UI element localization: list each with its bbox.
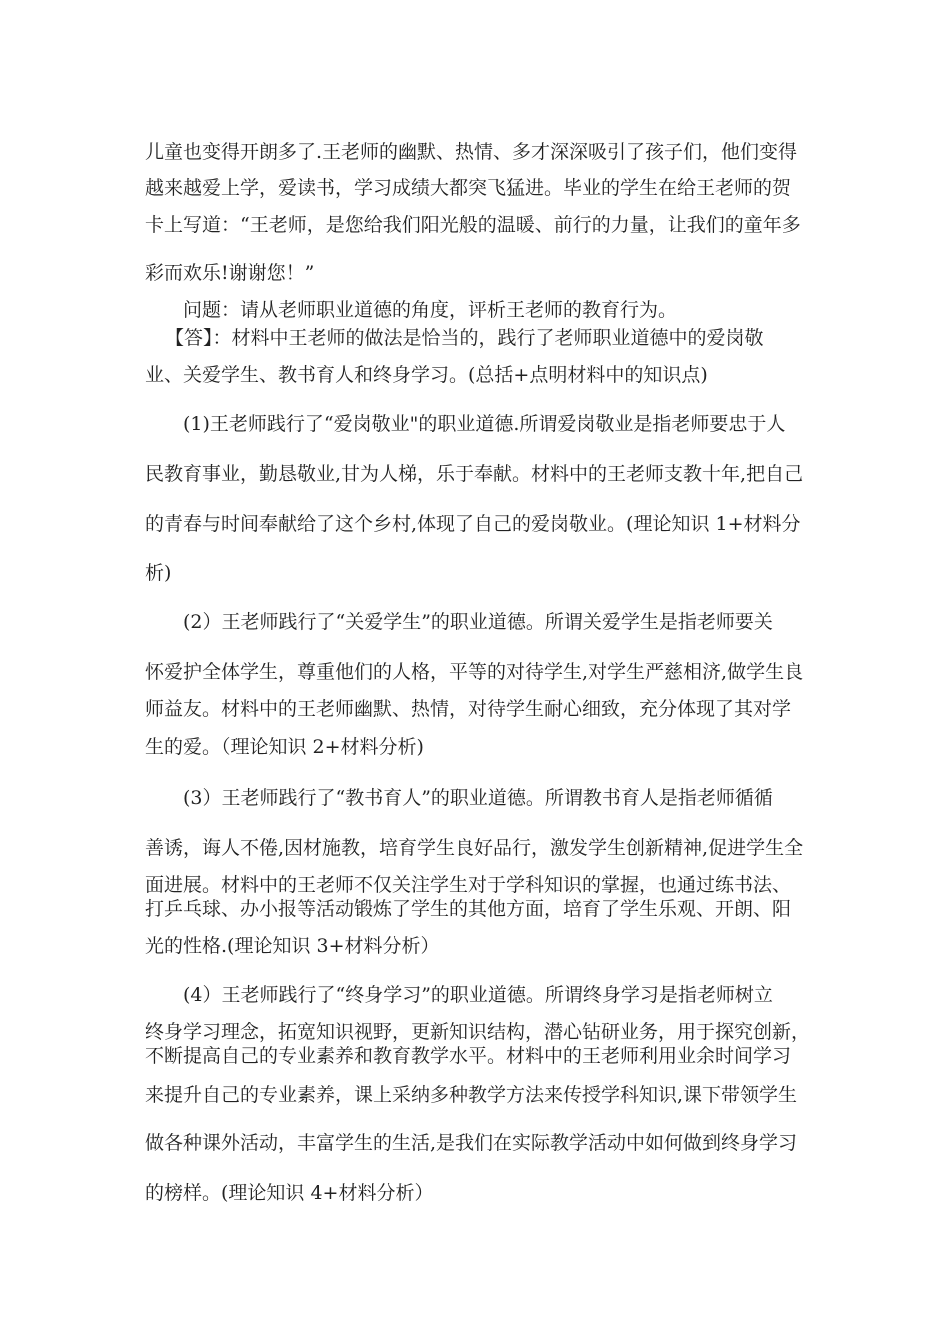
point-4-line: (4）王老师践行了“终身学习”的职业道德。所谓终身学习是指老师树立 [183,984,773,1006]
text-line: 民教育事业，勤恳敬业,甘为人梯，乐于奉献。材料中的王老师支教十年,把自己 [145,463,804,485]
text-line: 终身学习理念，拓宽知识视野，更新知识结构，潜心钻研业务，用于探究创新， [145,1021,811,1043]
text-line: 怀爱护全体学生，尊重他们的人格，平等的对待学生,对学生严慈相济,做学生良 [145,661,804,683]
text-line: 面进展。材料中的王老师不仅关注学生对于学科知识的掌握，也通过练书法、 [145,874,792,896]
text-line: 不断提高自己的专业素养和教育教学水平。材料中的王老师利用业余时间学习 [145,1045,792,1067]
text-line: 析) [145,562,172,584]
point-3-line: (3）王老师践行了“教书育人”的职业道德。所谓教书育人是指老师循循 [183,787,773,809]
text-line: 生的爱。（理论知识 2+材料分析) [145,736,424,758]
text-line: 的榜样。(理论知识 4+材料分析） [145,1182,434,1204]
text-line: 光的性格.(理论知识 3+材料分析） [145,935,440,957]
text-line: 的青春与时间奉献给了这个乡村,体现了自己的爱岗敬业。(理论知识 1+材料分 [145,513,801,535]
text-line: 越来越爱上学，爱读书，学习成绩大都突飞猛进。毕业的学生在给王老师的贺 [145,177,792,199]
text-line: 彩而欢乐!谢谢您！” [145,262,315,284]
text-line: 来提升自己的专业素养，课上采纳多种教学方法来传授学科知识,课下带领学生 [145,1084,798,1106]
point-1-line: (1)王老师践行了“爱岗敬业"的职业道德.所谓爱岗敬业是指老师要忠于人 [183,413,786,435]
text-line: 做各种课外活动，丰富学生的生活,是我们在实际教学活动中如何做到终身学习 [145,1132,798,1154]
text-line: 业、关爱学生、教书育人和终身学习。(总括+点明材料中的知识点) [145,364,708,386]
question-line: 问题：请从老师职业道德的角度，评析王老师的教育行为。 [183,299,678,321]
text-line: 卡上写道：“王老师，是您给我们阳光般的温暖、前行的力量，让我们的童年多 [145,214,801,236]
text-line: 师益友。材料中的王老师幽默、热情，对待学生耐心细致，充分体现了其对学 [145,698,792,720]
text-line: 儿童也变得开朗多了.王老师的幽默、热情、多才深深吸引了孩子们，他们变得 [145,141,798,163]
answer-heading-line: 【答】：材料中王老师的做法是恰当的，践行了老师职业道德中的爱岗敬 [165,327,764,349]
point-2-line: (2）王老师践行了“关爱学生”的职业道德。所谓关爱学生是指老师要关 [183,611,773,633]
text-line: 打乒乓球、办小报等活动锻炼了学生的其他方面，培育了学生乐观、开朗、阳 [145,898,792,920]
text-line: 善诱，诲人不倦,因材施教，培育学生良好品行，激发学生创新精神,促进学生全 [145,837,804,859]
